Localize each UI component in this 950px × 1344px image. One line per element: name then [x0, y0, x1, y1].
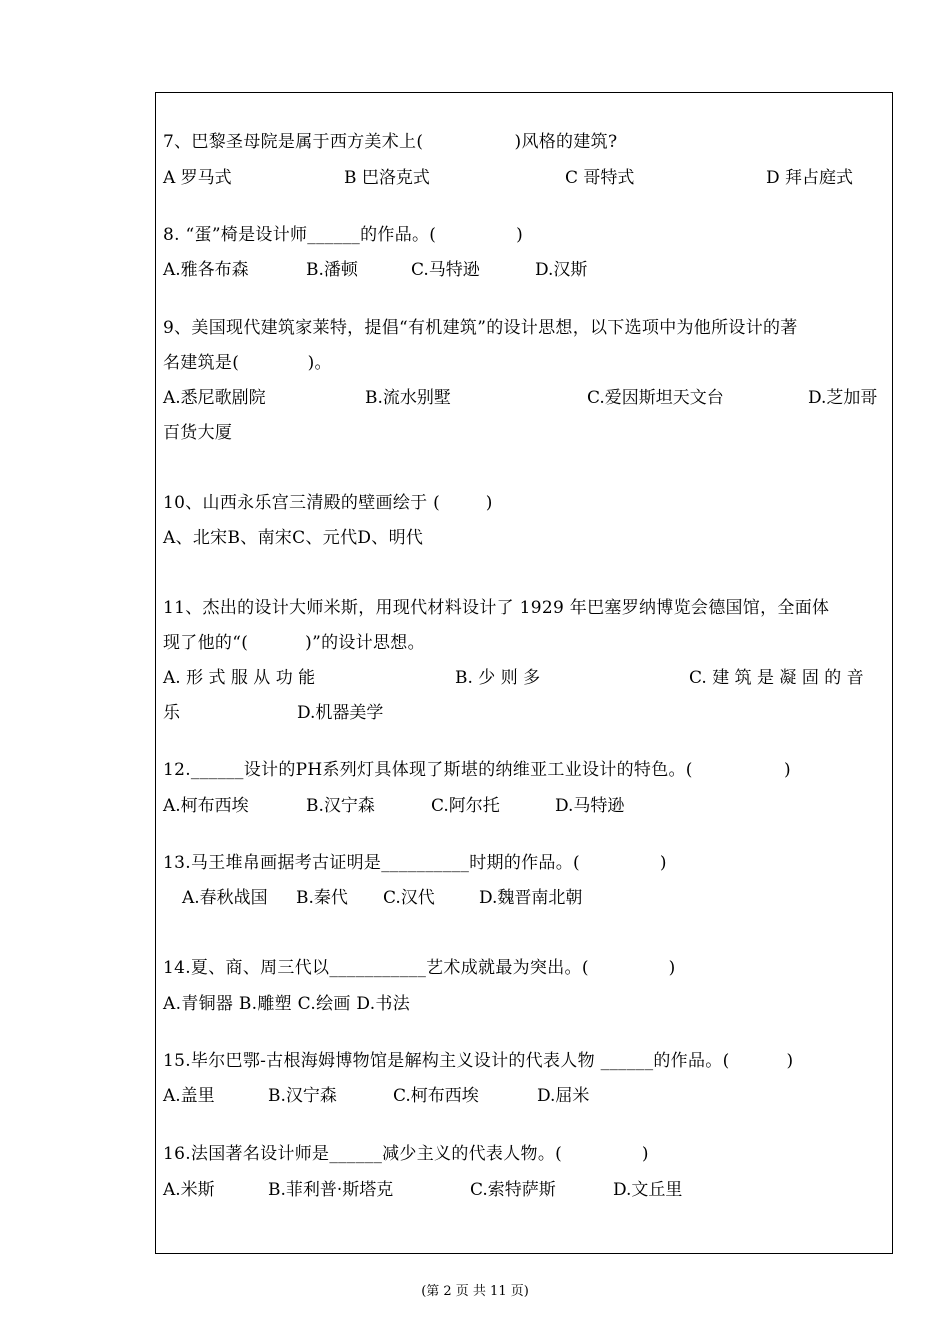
question-10-options: A、北宋B、南宋C、元代D、明代 — [163, 528, 424, 548]
question-8-stem: 8. “蛋”椅是设计师______的作品。( ) — [163, 225, 524, 245]
question-11-option-c-continuation: 乐 — [163, 703, 180, 723]
question-13-option-d: D.魏晋南北朝 — [479, 888, 583, 908]
question-8-option-c: C.马特逊 — [411, 260, 480, 280]
question-11-stem-line-2: 现了他的“( )”的设计思想。 — [163, 633, 425, 653]
question-16-option-c: C.索特萨斯 — [470, 1180, 556, 1200]
question-13-stem: 13.马王堆帛画据考古证明是__________时期的作品。( ) — [163, 853, 667, 873]
question-9-option-d-continuation: 百货大厦 — [163, 423, 233, 443]
question-7-option-d: D 拜占庭式 — [766, 168, 854, 188]
question-14-stem: 14.夏、商、周三代以___________艺术成就最为突出。( ) — [163, 958, 676, 978]
question-7-option-b: B 巴洛克式 — [344, 168, 430, 188]
question-15-option-b: B.汉宁森 — [268, 1086, 337, 1106]
question-12-option-b: B.汉宁森 — [306, 796, 375, 816]
question-7-option-c: C 哥特式 — [565, 168, 635, 188]
question-9-option-c: C.爱因斯坦天文台 — [587, 388, 724, 408]
question-11-option-c: C. 建 筑 是 凝 固 的 音 — [689, 668, 864, 688]
question-8-option-b: B.潘顿 — [306, 260, 358, 280]
question-8-option-d: D.汉斯 — [535, 260, 588, 280]
question-13-option-a: A.春秋战国 — [182, 888, 268, 908]
question-11-option-d: D.机器美学 — [297, 703, 384, 723]
question-12-option-a: A.柯布西埃 — [163, 796, 249, 816]
question-9-option-d: D.芝加哥 — [808, 388, 878, 408]
question-9-stem-line-1: 9、美国现代建筑家莱特，提倡“有机建筑”的设计思想，以下选项中为他所设计的著 — [163, 318, 798, 338]
question-9-stem-line-2: 名建筑是( )。 — [163, 353, 332, 373]
question-15-option-c: C.柯布西埃 — [393, 1086, 479, 1106]
question-16-option-a: A.米斯 — [163, 1180, 215, 1200]
question-12-option-c: C.阿尔托 — [431, 796, 500, 816]
question-9-option-a: A.悉尼歌剧院 — [163, 388, 266, 408]
question-16-stem: 16.法国著名设计师是______减少主义的代表人物。( ) — [163, 1144, 649, 1164]
question-15-option-d: D.屈米 — [537, 1086, 590, 1106]
question-12-stem: 12.______设计的PH系列灯具体现了斯堪的纳维亚工业设计的特色。( ) — [163, 760, 791, 780]
question-10-stem: 10、山西永乐宫三清殿的壁画绘于 ( ) — [163, 493, 493, 513]
question-11-option-a: A. 形 式 服 从 功 能 — [163, 668, 316, 688]
question-14-options: A.青铜器 B.雕塑 C.绘画 D.书法 — [163, 994, 411, 1014]
question-9-option-b: B.流水别墅 — [365, 388, 451, 408]
question-8-option-a: A.雅各布森 — [163, 260, 249, 280]
question-16-option-d: D.文丘里 — [613, 1180, 683, 1200]
page-number-footer: (第 2 页 共 11 页) — [421, 1284, 529, 1299]
question-7-option-a: A 罗马式 — [163, 168, 232, 188]
question-11-option-b: B. 少 则 多 — [455, 668, 541, 688]
question-15-option-a: A.盖里 — [163, 1086, 215, 1106]
question-7-stem: 7、巴黎圣母院是属于西方美术上( )风格的建筑? — [163, 132, 618, 152]
question-15-stem: 15.毕尔巴鄂-古根海姆博物馆是解构主义设计的代表人物 ______的作品。( ) — [163, 1051, 794, 1071]
question-13-option-b: B.秦代 — [296, 888, 348, 908]
question-16-option-b: B.菲利普·斯塔克 — [268, 1180, 394, 1200]
question-11-stem-line-1: 11、杰出的设计大师米斯，用现代材料设计了 1929 年巴塞罗纳博览会德国馆，全面体 — [163, 598, 830, 618]
question-12-option-d: D.马特逊 — [555, 796, 625, 816]
question-13-option-c: C.汉代 — [383, 888, 435, 908]
